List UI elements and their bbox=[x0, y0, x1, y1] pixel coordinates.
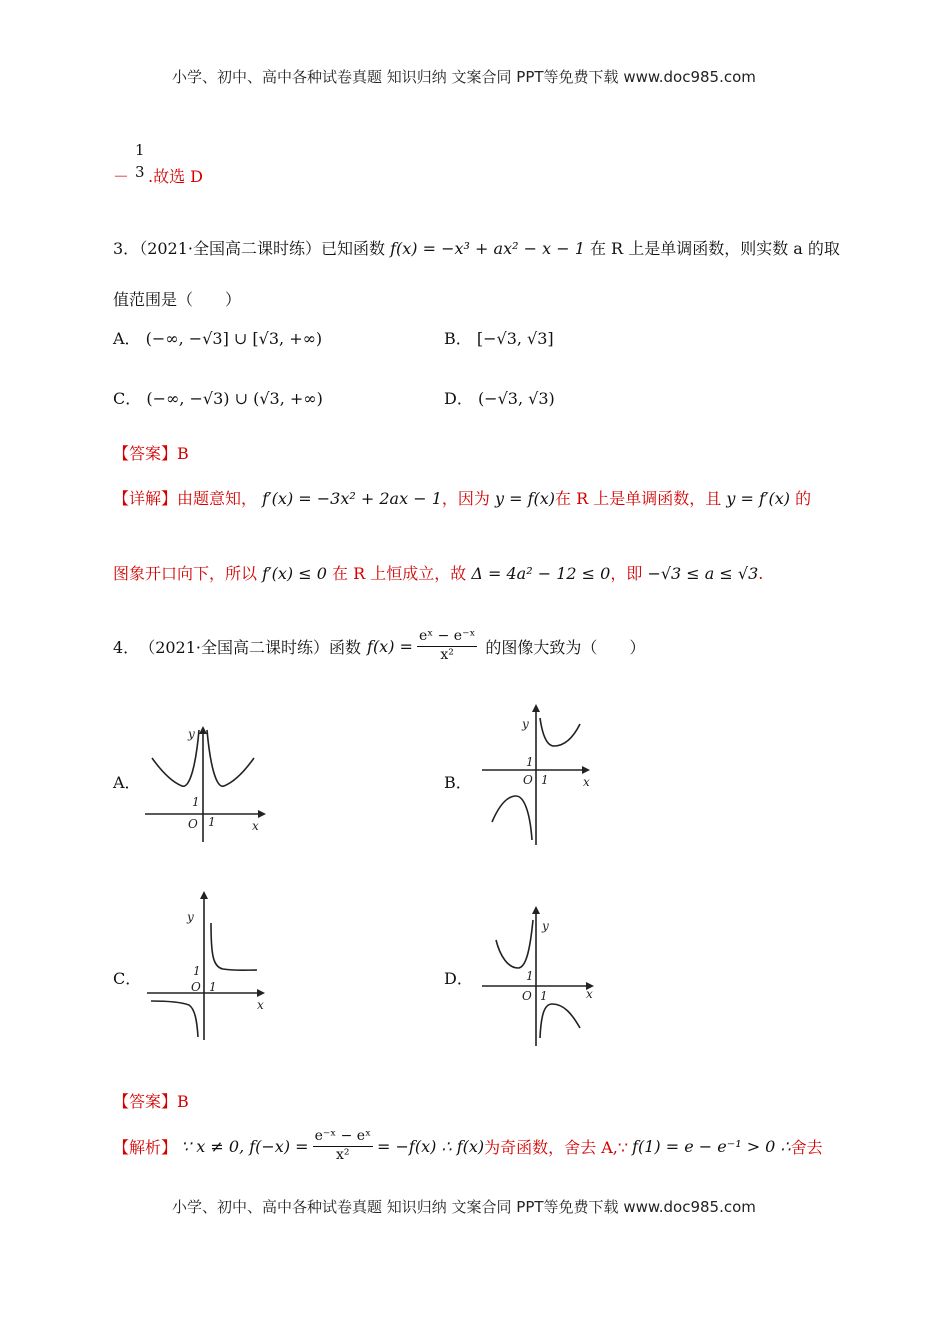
label-one-y: 1 bbox=[526, 969, 534, 983]
option-value: [−√3, √3] bbox=[476, 329, 554, 348]
graph-c[interactable] bbox=[143, 885, 273, 1049]
q4-source: （2021·全国高二课时练） bbox=[139, 637, 329, 657]
fraction-numerator: 1 bbox=[135, 141, 145, 159]
label-x: x bbox=[257, 998, 264, 1012]
q4-analysis bbox=[113, 1128, 823, 1164]
detail-text: 在 R 上是单调函数，且 bbox=[555, 489, 722, 508]
label-one-x: 1 bbox=[209, 980, 217, 994]
option-value: (−∞, −√3) ∪ (√3, +∞) bbox=[146, 389, 323, 408]
option-value: (−∞, −√3] ∪ [√3, +∞) bbox=[145, 329, 323, 348]
graph-d-label: D． bbox=[444, 969, 473, 988]
detail-text: 由题意知， bbox=[177, 489, 258, 508]
answer-value: B bbox=[177, 1092, 189, 1111]
option-label: D． bbox=[444, 389, 473, 408]
analysis-math-lead: ∵ x ≠ 0, f(−x) = bbox=[181, 1136, 309, 1156]
graph-b-label: B． bbox=[444, 773, 472, 792]
label-one-x: 1 bbox=[208, 815, 216, 829]
detail-text: 的 bbox=[795, 489, 812, 508]
label-one-x: 1 bbox=[541, 773, 549, 787]
label-x: x bbox=[583, 775, 590, 789]
option-label: B． bbox=[444, 329, 472, 348]
answer-value: B bbox=[177, 444, 189, 463]
analysis-math-tail: = −f(x) ∴ f(x) bbox=[377, 1136, 485, 1156]
fraction bbox=[135, 140, 145, 184]
option-label: A． bbox=[113, 329, 141, 348]
detail-text: 图象开口向下，所以 bbox=[113, 564, 258, 583]
graph-a[interactable] bbox=[140, 720, 270, 849]
q3-option-b[interactable] bbox=[444, 326, 554, 349]
label-y: y bbox=[187, 910, 194, 924]
graph-d[interactable] bbox=[478, 900, 608, 1054]
analysis-math-f1: f(1) = e − e⁻¹ > 0 ∴ bbox=[632, 1136, 791, 1156]
q4-function-left: f(x) = bbox=[367, 636, 413, 656]
q3-source: （2021·全国高二课时练） bbox=[139, 239, 321, 258]
label-origin: O bbox=[522, 989, 532, 1003]
label-one-y: 1 bbox=[193, 964, 201, 978]
detail-tag: 【详解】 bbox=[113, 489, 178, 508]
answer-tag: 【答案】 bbox=[113, 444, 178, 463]
graph-b[interactable] bbox=[478, 700, 603, 854]
graph-c-label: C． bbox=[113, 969, 142, 988]
page-footer: 小学、初中、高中各种试卷真题 知识归纳 文案合同 PPT等免费下载 www.doc985.com bbox=[172, 1198, 756, 1216]
range-expression: −√3 ≤ a ≤ √3 bbox=[647, 564, 759, 583]
q3-option-d[interactable] bbox=[444, 386, 555, 409]
minus-sign: － bbox=[113, 167, 130, 186]
q3-line2: 值范围是（ ） bbox=[113, 290, 242, 309]
label-one-y: 1 bbox=[526, 755, 534, 769]
q3-tail: 在 R 上是单调函数，则实数 a 的取 bbox=[589, 239, 840, 258]
fraction-numerator: eˣ − e⁻ˣ bbox=[417, 628, 477, 647]
analysis-text: 为奇函数，舍去 A,∵ bbox=[484, 1137, 629, 1157]
q3-number: 3． bbox=[113, 239, 140, 258]
label-x: x bbox=[586, 987, 593, 1001]
derivative-expression: f′(x) = −3x² + 2ax − 1 bbox=[262, 489, 442, 508]
label-one-y: 1 bbox=[192, 795, 200, 809]
detail-text: ，即 bbox=[610, 564, 643, 583]
derivative-function-expression: y = f′(x) bbox=[726, 489, 791, 508]
q3-function: f(x) = −x³ + ax² − x − 1 bbox=[390, 239, 585, 258]
option-label: C． bbox=[113, 389, 142, 408]
graph-a-label: A． bbox=[113, 773, 141, 792]
q4-number: 4． bbox=[113, 637, 140, 657]
label-one-x: 1 bbox=[540, 989, 548, 1003]
discriminant-expression: Δ = 4a² − 12 ≤ 0 bbox=[471, 564, 611, 583]
detail-text: . bbox=[758, 564, 764, 583]
function-expression: y = f(x) bbox=[494, 489, 556, 508]
q3-option-a[interactable] bbox=[113, 326, 322, 349]
analysis-text-end: 舍去 bbox=[790, 1137, 823, 1157]
label-origin: O bbox=[188, 817, 198, 831]
detail-text: ，因为 bbox=[441, 489, 490, 508]
fraction-numerator: e⁻ˣ − eˣ bbox=[313, 1128, 373, 1147]
analysis-tag: 【解析】 bbox=[113, 1137, 178, 1157]
q4-function-fraction bbox=[417, 628, 477, 664]
q4-answer bbox=[113, 1089, 189, 1112]
conclusion-text: .故选 D bbox=[148, 167, 204, 186]
q3-option-c[interactable] bbox=[113, 386, 323, 409]
label-y: y bbox=[188, 727, 195, 741]
label-y: y bbox=[522, 717, 529, 731]
answer-tag: 【答案】 bbox=[113, 1092, 178, 1111]
q3-lead: 已知函数 bbox=[321, 239, 386, 258]
label-y: y bbox=[542, 919, 549, 933]
fraction-denominator: x² bbox=[336, 1146, 350, 1163]
option-value: (−√3, √3) bbox=[477, 389, 555, 408]
q4-lead: 函数 bbox=[329, 637, 362, 657]
page-header: 小学、初中、高中各种试卷真题 知识归纳 文案合同 PPT等免费下载 www.doc985.com bbox=[172, 68, 756, 86]
q3-line1 bbox=[113, 236, 840, 259]
detail-text: 在 R 上恒成立，故 bbox=[332, 564, 467, 583]
analysis-fraction bbox=[313, 1128, 373, 1164]
fraction-denominator: 3 bbox=[135, 162, 145, 181]
fraction-denominator: x² bbox=[440, 646, 454, 663]
inequality-expression: f′(x) ≤ 0 bbox=[262, 564, 327, 583]
label-x: x bbox=[252, 819, 259, 833]
q4-tail: 的图像大致为（ ） bbox=[485, 637, 646, 657]
q3-detail-line2 bbox=[113, 561, 763, 584]
q4-line1 bbox=[113, 628, 645, 664]
q3-answer bbox=[113, 441, 189, 464]
q3-detail-line1 bbox=[113, 486, 811, 509]
label-origin: O bbox=[191, 980, 201, 994]
label-origin: O bbox=[523, 773, 533, 787]
